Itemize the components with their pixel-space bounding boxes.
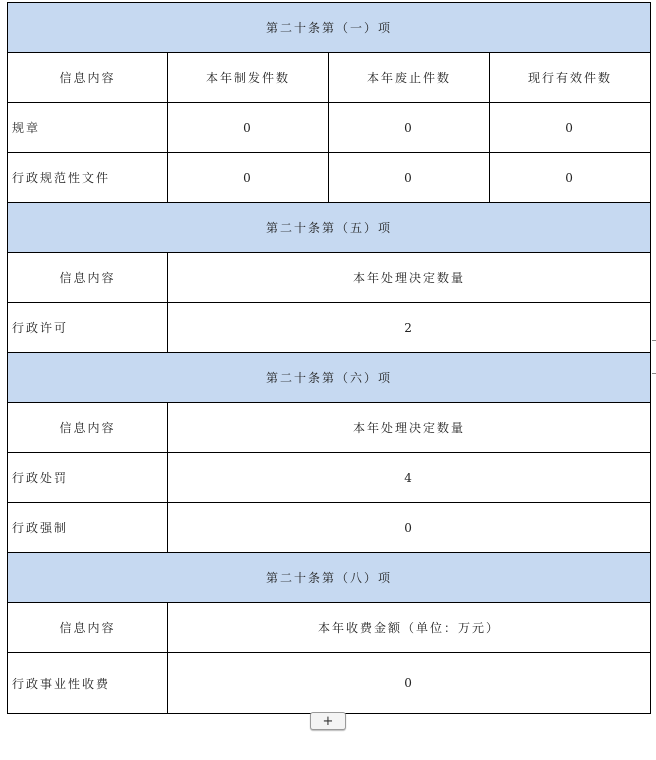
table-row: [8, 153, 651, 203]
row-label[interactable]: 规章: [8, 103, 168, 153]
header-info-content[interactable]: 信息内容: [8, 253, 168, 303]
column-header-row: [8, 403, 651, 453]
cell-value[interactable]: 4: [168, 453, 651, 503]
cell-value[interactable]: 0: [168, 153, 329, 203]
section-title[interactable]: 第二十条第（一）项: [8, 3, 651, 53]
section-title[interactable]: 第二十条第（八）项: [8, 553, 651, 603]
cell-value[interactable]: 0: [329, 153, 490, 203]
section-header-row: [8, 553, 651, 603]
add-row-button[interactable]: [310, 712, 346, 730]
section-header-row: [8, 353, 651, 403]
header-fee-amount[interactable]: 本年收费金额（单位：万元）: [168, 603, 651, 653]
header-decision-count[interactable]: 本年处理决定数量: [168, 403, 651, 453]
cell-value[interactable]: 0: [329, 103, 490, 153]
column-header-row: [8, 53, 651, 103]
section-title[interactable]: 第二十条第（六）项: [8, 353, 651, 403]
table-edge-marker: [652, 373, 656, 374]
row-label[interactable]: 行政许可: [8, 303, 168, 353]
section-header-row: [8, 203, 651, 253]
header-info-content[interactable]: 信息内容: [8, 603, 168, 653]
cell-value[interactable]: 2: [168, 303, 651, 353]
table-row: [8, 653, 651, 714]
row-label[interactable]: 行政强制: [8, 503, 168, 553]
header-repealed-count[interactable]: 本年废止件数: [329, 53, 490, 103]
table-edge-marker: [652, 340, 656, 341]
column-header-row: [8, 603, 651, 653]
cell-value[interactable]: 0: [168, 503, 651, 553]
header-valid-count[interactable]: 现行有效件数: [490, 53, 651, 103]
row-label[interactable]: 行政规范性文件: [8, 153, 168, 203]
plus-icon: +: [322, 713, 334, 729]
header-issued-count[interactable]: 本年制发件数: [168, 53, 329, 103]
cell-value[interactable]: 0: [490, 153, 651, 203]
cell-value[interactable]: 0: [490, 103, 651, 153]
header-info-content[interactable]: 信息内容: [8, 53, 168, 103]
section-title[interactable]: 第二十条第（五）项: [8, 203, 651, 253]
table-row: [8, 503, 651, 553]
cell-value[interactable]: 0: [168, 103, 329, 153]
table-row: [8, 303, 651, 353]
header-info-content[interactable]: 信息内容: [8, 403, 168, 453]
info-disclosure-table: [7, 2, 651, 714]
cell-value[interactable]: 0: [168, 653, 651, 714]
section-header-row: [8, 3, 651, 53]
table-row: [8, 103, 651, 153]
table-row: [8, 453, 651, 503]
column-header-row: [8, 253, 651, 303]
header-decision-count[interactable]: 本年处理决定数量: [168, 253, 651, 303]
row-label[interactable]: 行政事业性收费: [8, 653, 168, 714]
row-label[interactable]: 行政处罚: [8, 453, 168, 503]
